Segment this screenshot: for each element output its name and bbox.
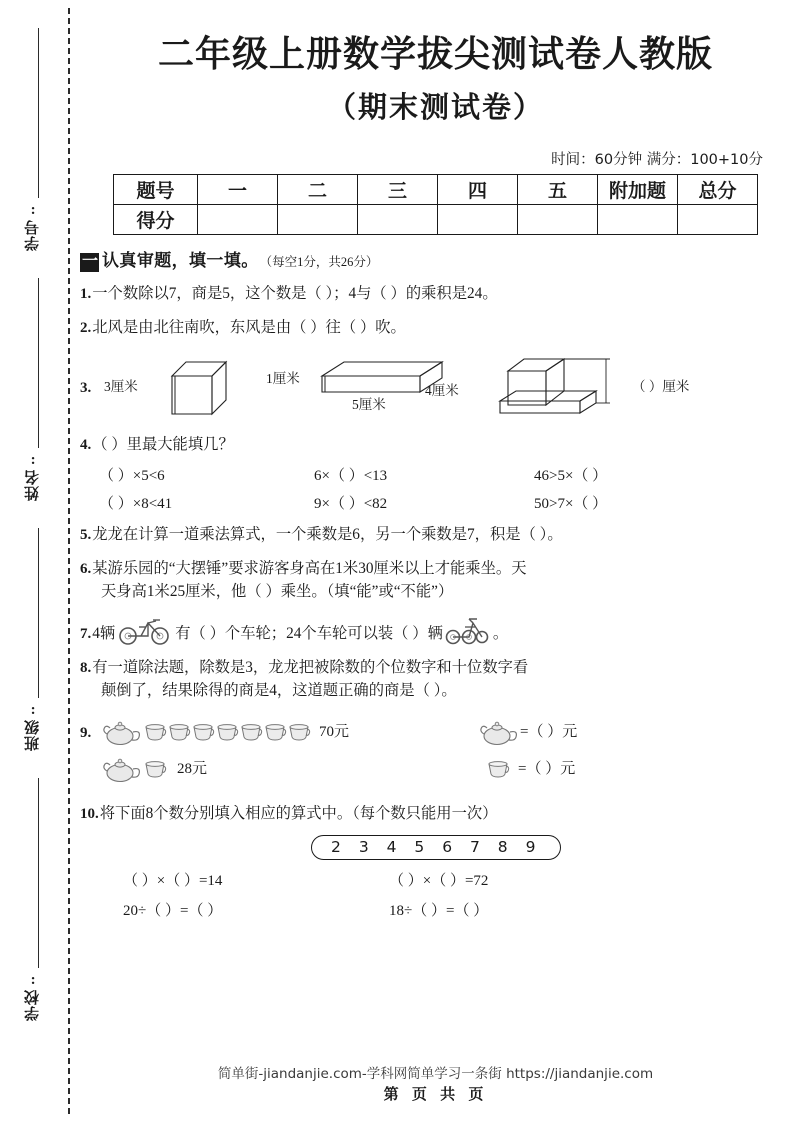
question-9 <box>78 713 793 791</box>
question-8-number: 8. <box>80 659 92 676</box>
question-2 <box>78 317 793 340</box>
cup-icon <box>143 722 167 742</box>
q10-expr-2: （ ）×（ ）=72 <box>389 873 489 890</box>
question-9-equations-right <box>478 713 577 787</box>
cuboid-width-label: 5厘米 <box>352 396 386 412</box>
question-5-text: 龙龙在计算一道乘法算式，一个乘数是6，另一个乘数是7，积是（ ）。 <box>92 525 563 543</box>
sidebar-rule-1 <box>38 28 39 198</box>
q4-expr-2: 6×（ ）<13 <box>314 467 388 484</box>
cup-icon <box>167 722 191 742</box>
tricycle-icon <box>443 615 493 645</box>
cup-icon <box>239 722 263 742</box>
question-10-row-2 <box>78 899 793 920</box>
q9-price-2: 28元 <box>177 760 208 777</box>
question-8-text-line1: 有一道除法题，除数是3，龙龙把被除数的个位数字和十位数字看 <box>92 658 529 676</box>
question-3-figures <box>80 351 793 423</box>
question-4 <box>78 434 793 457</box>
sidebar-label-student-id: 学号: <box>25 202 41 251</box>
teapot-icon <box>101 754 143 784</box>
q4-expr-1: （ ）×5<6 <box>99 467 165 484</box>
question-2-number: 2. <box>80 319 92 336</box>
binding-margin <box>0 0 70 1122</box>
section-heading <box>78 246 793 272</box>
page-number-footer: 第 页 共 页 <box>383 1085 488 1103</box>
bicycle-icon <box>115 615 175 645</box>
q4-expr-5: 9×（ ）<82 <box>314 495 388 512</box>
exam-meta-info: 时间：60分钟 满分：100+10分 <box>551 152 763 168</box>
page-subtitle: （期末测试卷） <box>326 90 544 124</box>
score-table-row-label-score: 得分 <box>114 205 198 235</box>
question-4-text: （ ）里最大能填几？ <box>92 435 234 453</box>
teapot-icon <box>101 717 143 747</box>
q9-answer-text-2: =（ ）元 <box>518 760 576 777</box>
q4-expr-6: 50>7×（ ） <box>534 495 608 512</box>
score-table-col-5: 五 <box>518 175 598 205</box>
cut-line-dashed <box>68 8 70 1114</box>
teapot-icon <box>478 717 520 747</box>
question-8-text-line2: 颠倒了，结果除得的商是4，这道题正确的商是（ ）。 <box>101 681 457 699</box>
question-1 <box>78 283 793 306</box>
sidebar-label-class: 班级: <box>25 702 41 751</box>
table-row-header <box>114 175 758 205</box>
q4-expr-4: （ ）×8<41 <box>99 495 173 512</box>
cup-icon <box>215 722 239 742</box>
score-cell-2[interactable] <box>278 205 358 235</box>
question-3 <box>78 351 793 423</box>
question-6 <box>78 558 793 604</box>
score-table-col-1: 一 <box>198 175 278 205</box>
question-7-text-part1: 4辆 <box>92 624 116 642</box>
question-9-equations-left <box>101 713 349 787</box>
question-4-row-1 <box>78 464 793 485</box>
watermark-footer: 简单街-jiandanjie.com-学科网简单学习一条街 https://jiandanjie.com <box>217 1066 654 1082</box>
question-3-number: 3. <box>80 379 92 396</box>
question-5 <box>78 524 793 547</box>
question-8 <box>78 657 793 703</box>
score-cell-1[interactable] <box>198 205 278 235</box>
sidebar-label-name: 姓名: <box>25 452 41 501</box>
question-10-row-1 <box>78 869 793 890</box>
table-row-score <box>114 205 758 235</box>
exam-page <box>78 0 793 1122</box>
question-2-text: 北风是由北往南吹，东风是由（ ）往（ ）吹。 <box>92 318 406 336</box>
q10-expr-3: 20÷（ ）=（ ） <box>123 903 223 920</box>
q10-expr-1: （ ）×（ ）=14 <box>123 873 223 890</box>
cube-figure <box>164 356 234 418</box>
sidebar-rule-3 <box>38 528 39 698</box>
question-4-number: 4. <box>80 436 92 453</box>
section-points: （每空1分，共26分） <box>259 255 379 269</box>
page-title: 二年级上册数学拔尖测试卷人教版 <box>157 34 713 75</box>
score-table-col-2: 二 <box>278 175 358 205</box>
q9-answer-row-2 <box>478 750 577 787</box>
sidebar-rule-4 <box>38 778 39 968</box>
sidebar-rule-2 <box>38 278 39 448</box>
sidebar-label-school: 学校: <box>25 972 41 1021</box>
cup-icon <box>263 722 287 742</box>
score-cell-3[interactable] <box>358 205 438 235</box>
question-7-text-part3: 。 <box>492 624 509 642</box>
question-4-row-2 <box>78 492 793 513</box>
score-table-row-label-number: 题号 <box>114 175 198 205</box>
question-7-number: 7. <box>80 625 92 642</box>
score-cell-bonus[interactable] <box>598 205 678 235</box>
q4-expr-3: 46>5×（ ） <box>534 467 608 484</box>
score-table-col-4: 四 <box>438 175 518 205</box>
cuboid-height-label: 1厘米 <box>266 370 300 386</box>
cup-icon <box>486 759 510 779</box>
score-cell-5[interactable] <box>518 205 598 235</box>
q9-answer-row-1 <box>478 713 577 750</box>
question-6-number: 6. <box>80 560 92 577</box>
cup-icon <box>143 759 167 779</box>
q9-row-1 <box>101 713 349 750</box>
q9-answer-text-1: =（ ）元 <box>520 723 578 740</box>
question-1-text: 一个数除以7，商是5，这个数是（ ）；4与（ ）的乘积是24。 <box>92 285 498 302</box>
question-10-text: 将下面8个数分别填入相应的算式中。（每个数只能用一次） <box>99 805 498 823</box>
q9-row-2 <box>101 750 349 787</box>
cup-group-7 <box>143 722 311 742</box>
score-table-col-bonus: 附加题 <box>598 175 678 205</box>
score-table-col-3: 三 <box>358 175 438 205</box>
score-cell-total[interactable] <box>678 205 758 235</box>
question-5-number: 5. <box>80 526 92 543</box>
section-number-badge: 一 <box>82 253 98 270</box>
question-6-text-line1: 某游乐园的“大摆锤”要求游客身高在1米30厘米以上才能乘坐。天 <box>92 559 527 577</box>
cup-icon <box>191 722 215 742</box>
q10-expr-4: 18÷（ ）=（ ） <box>389 903 489 920</box>
composite-solid-figure <box>498 353 648 421</box>
question-6-text-line2: 天身高1米25厘米，他（ ）乘坐。（填“能”或“不能”） <box>101 582 454 600</box>
cup-icon <box>287 722 311 742</box>
question-10-number: 10. <box>80 806 99 823</box>
cuboid-depth-label: 4厘米 <box>425 382 459 398</box>
question-10 <box>78 803 793 826</box>
question-1-number: 1. <box>80 286 92 302</box>
question-7 <box>78 615 793 646</box>
question-10-number-pool: 2 3 4 5 6 7 8 9 <box>311 835 561 860</box>
section-title: 认真审题，填一填。 <box>102 251 259 270</box>
cube-edge-label: 3厘米 <box>104 378 138 394</box>
question-9-number: 9. <box>80 725 92 742</box>
score-table <box>113 174 758 235</box>
score-cell-4[interactable] <box>438 205 518 235</box>
question-7-text-part2: 有（ ）个车轮；24个车轮可以装（ ）辆 <box>175 624 443 642</box>
score-table-col-total: 总分 <box>678 175 758 205</box>
composite-height-label: （ ）厘米 <box>632 378 690 394</box>
q9-price-1: 70元 <box>319 723 350 740</box>
